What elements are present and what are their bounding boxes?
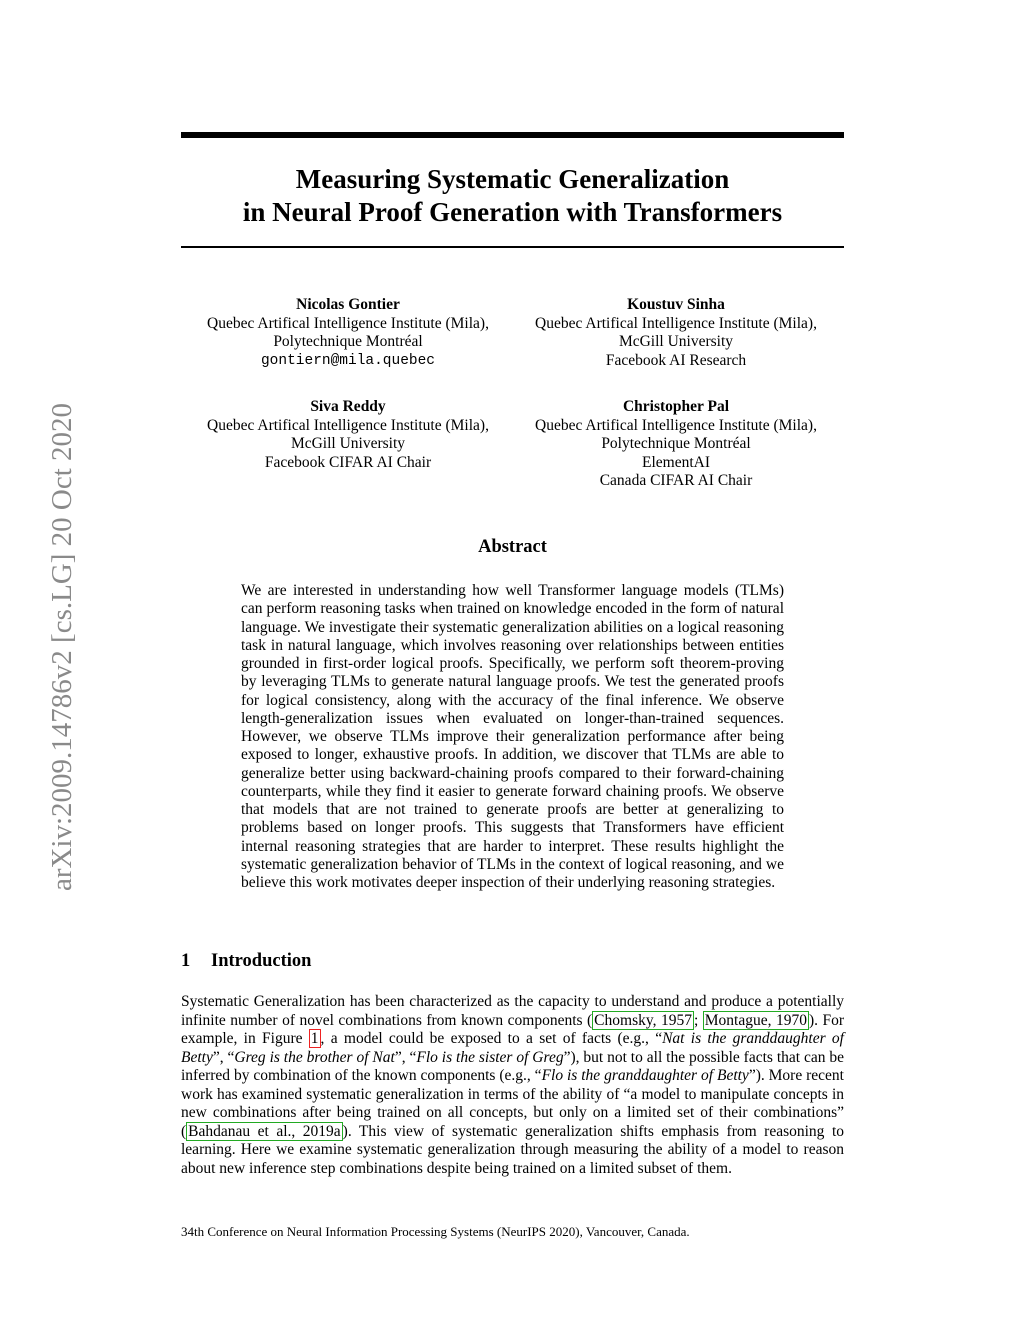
author-affiliation: Facebook CIFAR AI Chair — [264, 453, 432, 471]
citation-link[interactable]: Chomsky, 1957 — [594, 1011, 692, 1029]
author-affiliation: Canada CIFAR AI Chair — [599, 472, 753, 489]
intro-text: ”, “ — [212, 1048, 235, 1066]
author-block-gontier — [168, 296, 528, 370]
author-affiliation: Quebec Artifical Intelligence Institute (Mila), — [207, 314, 489, 332]
example-fact: Nat is the granddaughter of Betty — [181, 1030, 844, 1066]
author-block-pal — [496, 398, 856, 491]
arxiv-identifier: arXiv:2009.14786v2 [cs.LG] 20 Oct 2020 — [46, 402, 78, 892]
intro-text: Systematic Generalization has been characterized as the capacity to understand and produce a potentially infinite number of novel combinations from known components ( — [181, 993, 844, 1029]
title-top-rule — [181, 132, 844, 138]
title-line-2: in Neural Proof Generation with Transformers — [242, 197, 783, 227]
intro-text: ”). More recent work has examined systematic generalization in terms of the ability of “a model to manipulate concepts in new combinations after being trained on all concepts, but only on a limited set of their combinations” ( — [181, 1067, 844, 1140]
author-affiliation: Polytechnique Montréal — [273, 333, 423, 350]
intro-text: ). This view of systematic generalization shifts emphasis from reasoning to learning. Here we examine systematic generalization through measuring the ability of a model to reason about new inference step combinations despite being trained on a limited subset of them. — [181, 1122, 844, 1177]
author-email[interactable]: gontiern@mila.quebec — [260, 352, 436, 369]
conference-footnote: 34th Conference on Neural Information Processing Systems (NeurIPS 2020), Vancouver, Canada. — [181, 1224, 690, 1239]
example-fact: Flo is the sister of Greg — [416, 1048, 564, 1066]
example-fact: Greg is the brother of Nat — [234, 1048, 395, 1066]
author-block-sinha — [496, 296, 856, 370]
author-affiliation: McGill University — [290, 435, 406, 452]
author-affiliation: Quebec Artifical Intelligence Institute (Mila), — [535, 314, 817, 332]
author-name: Nicolas Gontier — [296, 296, 400, 313]
title-bottom-rule — [181, 246, 844, 248]
introduction-paragraph — [181, 993, 844, 1178]
example-fact: Flo is the granddaughter of Betty — [541, 1067, 749, 1084]
title-line-1: Measuring Systematic Generalization — [295, 164, 730, 194]
author-name: Siva Reddy — [310, 398, 386, 415]
author-affiliation: Quebec Artifical Intelligence Institute (Mila), — [535, 416, 817, 434]
intro-text: ). For example, in Figure — [181, 1011, 844, 1047]
section-heading — [181, 951, 311, 972]
author-block-reddy — [168, 398, 528, 472]
intro-text: ; — [693, 1011, 703, 1029]
abstract-heading: Abstract — [478, 537, 547, 557]
intro-text: ”), but not to all the possible facts that can be inferred by combination of the known components (e.g., “ — [181, 1048, 845, 1084]
author-name: Christopher Pal — [622, 398, 730, 415]
citation-link[interactable]: Montague, 1970 — [704, 1011, 807, 1029]
author-affiliation: Facebook AI Research — [605, 351, 747, 369]
paper-title — [181, 163, 844, 229]
citation-link[interactable]: Bahdanau et al., 2019a — [188, 1122, 341, 1140]
author-affiliation: Polytechnique Montréal — [601, 435, 751, 452]
figure-reference-link[interactable]: 1 — [310, 1030, 319, 1047]
abstract-body: We are interested in understanding how well Transformer language models (TLMs) can perform reasoning tasks when trained on knowledge encoded in the form of natural language. We investigate their systematic generalization abilities on a logical reasoning task in natural language, which involves reasoning over relationships between entities grounded in first-order logical proofs. Specifically, we perform soft theorem-proving by leveraging TLMs to generate natural language proofs. We test the generated proofs for logical consistency, along with the accuracy of the final inference. We observe length-generalization issues when evaluated on longer-than-trained sequences. However, we observe TLMs improve their generalization performance after being exposed to longer, exhaustive proofs. In addition, we discover that TLMs are able to generalize better using backward-chaining proofs compared to their forward-chaining counterparts, while they find it easier to generate forward chaining proofs. We observe that models that are not trained to generate proofs are better at generalizing to problems based on longer proofs. This suggests that Transformers have efficient internal reasoning strategies that are harder to interpret. These results highlight the systematic generalization behavior of TLMs in the context of logical reasoning, and we believe this work motivates deeper inspection of their underlying reasoning strategies. — [241, 582, 784, 891]
author-affiliation: McGill University — [618, 333, 734, 350]
author-affiliation: ElementAI — [641, 453, 710, 471]
author-name: Koustuv Sinha — [627, 296, 725, 313]
section-title: Introduction — [211, 951, 312, 971]
section-number: 1 — [181, 951, 191, 971]
author-affiliation: Quebec Artifical Intelligence Institute (Mila), — [207, 416, 489, 434]
intro-text: , a model could be exposed to a set of facts (e.g., “ — [320, 1030, 663, 1047]
intro-text: ”, “ — [394, 1048, 417, 1066]
